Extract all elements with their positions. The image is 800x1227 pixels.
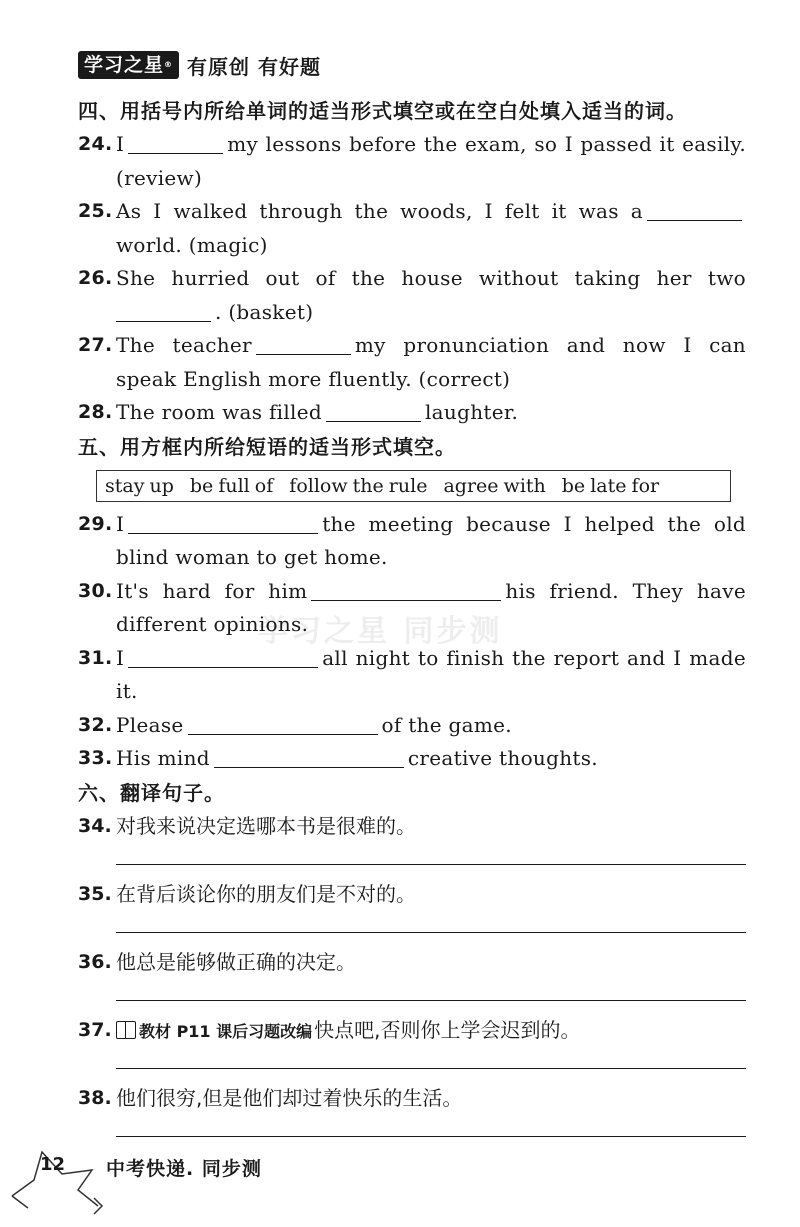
question-number: 38. [78,1086,112,1109]
brand-logo: 学习之星® [78,51,179,79]
answer-line[interactable] [116,864,746,865]
question-33: 33. His mind creative thoughts. [78,742,746,776]
page-number: 12 [40,1154,66,1175]
question-37: 37. 教材 P11 课后习题改编 快点吧,否则你上学会迟到的。 [78,1014,746,1082]
question-number: 37. [78,1018,112,1041]
question-26: 26. She hurried out of the house without taking her two . (basket) [78,262,746,329]
section-six-heading: 六、翻译句子。 [78,780,225,805]
question-28: 28. The room was filled laughter. [78,396,746,430]
question-number: 30. [78,579,113,602]
answer-blank[interactable] [128,131,223,154]
phrase-item: be full of [189,474,274,497]
question-number: 28. [78,401,113,423]
answer-blank[interactable] [326,399,421,422]
phrase-item: be late for [561,474,660,497]
question-number: 34. [78,814,112,837]
question-29: 29. I the meeting because I helped the old blind woman to get home. [78,508,746,575]
header-slogan: 有原创 有好题 [187,54,321,79]
answer-blank[interactable] [116,299,211,322]
question-number: 32. [78,713,113,736]
phrase-item: agree with [443,474,546,497]
section-four-heading: 四、用括号内所给单词的适当形式填空或在空白处填入适当的词。 [78,99,687,123]
answer-blank[interactable] [188,712,378,735]
question-32: 32. Please of the game. [78,709,746,743]
answer-blank[interactable] [214,745,404,768]
phrase-item: stay up [105,474,174,497]
series-title: 中考快递. 同步测 [106,1158,262,1180]
section-five-heading: 五、用方框内所给短语的适当形式填空。 [78,434,456,459]
source-tag: 教材 P11 课后习题改编 [139,1021,313,1041]
question-number: 33. [78,747,113,769]
question-number: 31. [78,646,113,669]
page-header [78,48,321,82]
question-number: 27. [78,334,113,356]
question-31: 31. I all night to finish the report and I made it. [78,642,746,709]
answer-blank[interactable] [256,332,351,355]
question-24: 24. I my lessons before the exam, so I passed it easily. (review) [78,128,746,195]
question-number: 25. [78,200,113,222]
watermark: 学习之星 同步测 [258,614,503,649]
answer-line[interactable] [116,932,746,933]
answer-line[interactable] [116,1000,746,1001]
answer-line[interactable] [116,1136,746,1137]
question-25: 25. As I walked through the woods, I felt it was aworld. (magic) [78,195,746,262]
question-number: 26. [78,267,113,289]
question-number: 36. [78,950,112,973]
question-38: 38. 他们很穷,但是他们却过着快乐的生活。 [78,1082,746,1150]
question-number: 29. [78,512,113,535]
phrase-box [96,470,731,502]
question-30: 30. It's hard for him his friend. They have different opinions. [78,575,746,642]
question-number: 24. [78,133,113,155]
book-icon [116,1021,136,1039]
answer-blank[interactable] [647,198,742,221]
question-number: 35. [78,882,112,905]
answer-blank[interactable] [128,511,318,534]
worksheet [78,94,746,1150]
question-34: 34. 对我来说决定选哪本书是很难的。 [78,810,746,878]
answer-line[interactable] [116,1068,746,1069]
phrase-item: follow the rule [289,474,428,497]
question-36: 36. 他总是能够做正确的决定。 [78,946,746,1014]
question-35: 35. 在背后谈论你的朋友们是不对的。 [78,878,746,946]
answer-blank[interactable] [311,578,501,601]
question-27: 27. The teacher my pronunciation and now I can speak English more fluently. (correct) [78,329,746,396]
answer-blank[interactable] [128,645,318,668]
page-footer [8,1146,308,1222]
